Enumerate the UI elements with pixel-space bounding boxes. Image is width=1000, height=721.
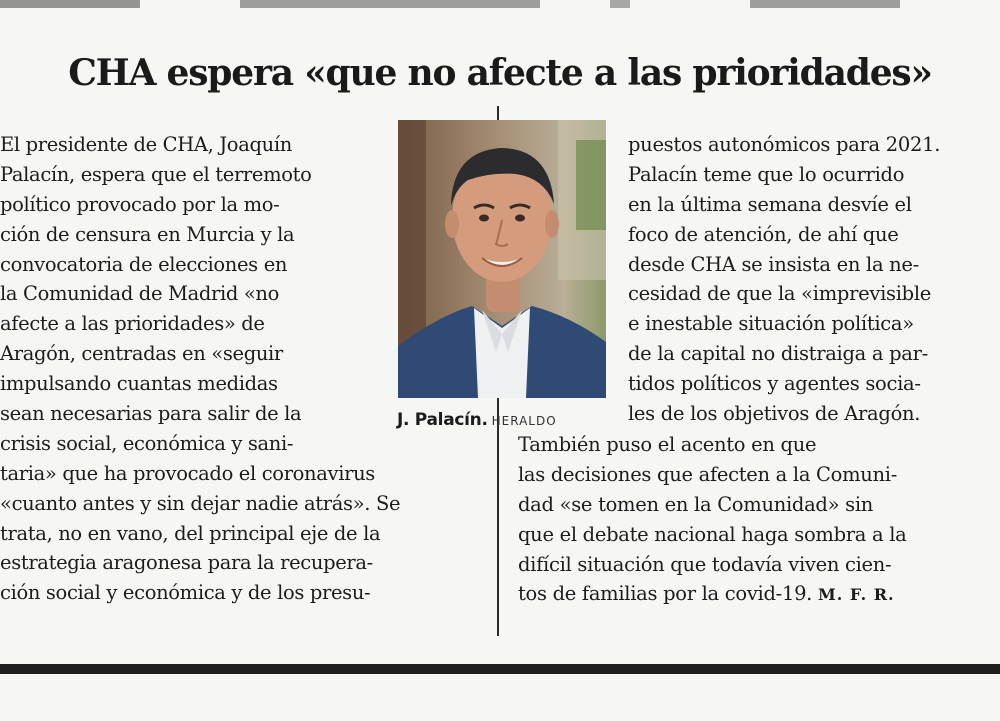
body-line — [0, 130, 400, 160]
body-line — [0, 578, 400, 608]
body-line — [0, 429, 400, 459]
body-line-text: desde CHA se insista en la ne- — [628, 252, 919, 276]
body-line — [0, 309, 400, 339]
portrait-photo — [398, 120, 606, 398]
body-line — [628, 399, 940, 429]
body-line — [0, 220, 400, 250]
body-line — [518, 579, 907, 609]
body-column-right-bottom — [518, 430, 907, 609]
body-line — [0, 369, 400, 399]
body-line — [0, 489, 400, 519]
author-signature: M. F. R. — [818, 585, 895, 605]
body-line — [518, 430, 907, 460]
body-line — [518, 520, 907, 550]
body-line — [518, 460, 907, 490]
body-line-text: trata, no en vano, del principal eje de la — [0, 521, 381, 545]
body-line-text: tos de familias por la covid-19. — [518, 582, 813, 606]
body-line — [0, 548, 400, 578]
body-line — [628, 279, 940, 309]
body-line — [0, 160, 400, 190]
body-line — [628, 130, 940, 160]
body-line-text: crisis social, económica y sani- — [0, 431, 294, 455]
body-line-text: puestos autonómicos para 2021. — [628, 133, 941, 156]
body-line-text: difícil situación que todavía viven cien- — [518, 552, 892, 576]
body-line-text: estrategia aragonesa para la recupera- — [0, 551, 373, 575]
body-line-text: les de los objetivos de Aragón. — [628, 402, 921, 426]
photo-credit: HERALDO — [491, 414, 557, 428]
photo-caption — [397, 410, 557, 430]
body-line-text: las decisiones que afecten a la Comuni- — [518, 462, 898, 486]
portrait-illustration — [398, 120, 606, 398]
body-line-text: ción social y económica y de los presu- — [0, 581, 371, 605]
body-line-text: dad «se tomen en la Comunidad» sin — [518, 492, 874, 516]
body-line-text: «cuanto antes y sin dejar nadie atrás». Se — [0, 491, 401, 515]
body-line — [628, 250, 940, 280]
body-line — [0, 399, 400, 429]
body-line-text: afecte a las prioridades» de — [0, 312, 265, 336]
body-line — [0, 459, 400, 489]
page-rule — [0, 664, 1000, 674]
body-column-left — [0, 130, 400, 608]
body-line — [628, 220, 940, 250]
body-line — [0, 339, 400, 369]
body-line-text: en la última semana desvíe el — [628, 192, 912, 216]
body-line — [0, 190, 400, 220]
body-line-text: e inestable situación política» — [628, 312, 914, 336]
body-line-text: Aragón, centradas en «seguir — [0, 342, 283, 366]
body-line-text: También puso el acento en que — [518, 433, 817, 456]
body-line-text: convocatoria de elecciones en — [0, 252, 288, 276]
body-line-text: cesidad de que la «imprevisible — [628, 282, 932, 306]
body-line — [0, 519, 400, 549]
body-line-text: El presidente de CHA, Joaquín — [0, 133, 292, 156]
body-line — [628, 160, 940, 190]
caption-name: J. Palacín. — [397, 410, 488, 430]
body-line-text: taria» que ha provocado el coronavirus — [0, 461, 375, 485]
body-line-text: impulsando cuantas medidas — [0, 372, 278, 396]
body-line — [518, 490, 907, 520]
body-line-text: político provocado por la mo- — [0, 192, 280, 216]
body-line-text: de la capital no distraiga a par- — [628, 342, 928, 366]
body-line-text: sean necesarias para salir de la — [0, 402, 302, 426]
previous-article-edge — [0, 0, 1000, 8]
body-line — [628, 309, 940, 339]
body-line-text: Palacín, espera que el terremoto — [0, 162, 312, 186]
body-line-text: ción de censura en Murcia y la — [0, 222, 295, 246]
body-line-text: que el debate nacional haga sombra a la — [518, 522, 907, 546]
article-headline: CHA espera «que no afecte a las prioridades» — [68, 52, 932, 94]
body-line-text: Palacín teme que lo ocurrido — [628, 162, 905, 186]
body-line — [0, 250, 400, 280]
body-column-right-top — [628, 130, 940, 429]
body-line — [628, 369, 940, 399]
body-line — [628, 190, 940, 220]
body-line-text: tidos políticos y agentes socia- — [628, 372, 921, 396]
body-line — [0, 279, 400, 309]
body-line — [518, 550, 907, 580]
body-line-text: la Comunidad de Madrid «no — [0, 282, 280, 306]
body-line — [628, 339, 940, 369]
body-line-text: foco de atención, de ahí que — [628, 222, 899, 246]
